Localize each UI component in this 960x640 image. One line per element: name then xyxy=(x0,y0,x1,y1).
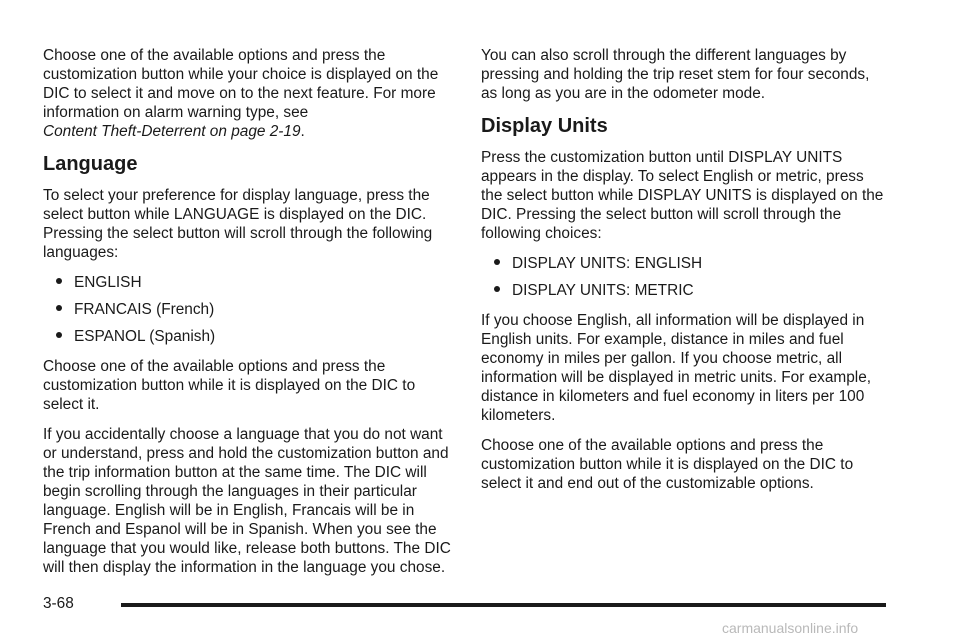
language-heading: Language xyxy=(43,153,138,175)
language-paragraph-2: Choose one of the available options and press the customization button while it is displayed on the DIC to select it. xyxy=(43,358,416,413)
list-item-label: DISPLAY UNITS: METRIC xyxy=(512,282,694,299)
scroll-languages-paragraph: You can also scroll through the different languages by pressing and holding the trip reset stem for four seconds, as long as you are in the odometer mode. xyxy=(481,47,870,102)
list-item xyxy=(481,254,889,273)
list-item xyxy=(43,300,451,319)
language-paragraph-1: To select your preference for display language, press the select button while LANGUAGE is displayed on the DIC. Pressing the select button will scroll through the following languages: xyxy=(43,187,433,261)
intro-period: . xyxy=(300,123,305,140)
bullet-icon xyxy=(494,286,500,292)
bullet-icon xyxy=(56,332,62,338)
list-item-label: DISPLAY UNITS: ENGLISH xyxy=(512,255,703,272)
intro-paragraph xyxy=(43,46,451,141)
right-column xyxy=(481,46,889,504)
left-column xyxy=(43,46,451,588)
bullet-icon xyxy=(56,305,62,311)
display-units-list xyxy=(481,254,889,300)
cross-reference-link[interactable]: Content Theft-Deterrent on page 2-19 xyxy=(43,123,301,140)
bullet-icon xyxy=(494,259,500,265)
bullet-icon xyxy=(56,278,62,284)
list-item-label: FRANCAIS (French) xyxy=(74,301,215,318)
list-item-label: ESPANOL (Spanish) xyxy=(74,328,216,345)
list-item xyxy=(43,273,451,292)
language-list xyxy=(43,273,451,346)
intro-text: Choose one of the available options and press the customization button while your choice is displayed on the DIC to select it and move on to the next feature. For more information on alarm warning type, see xyxy=(43,47,439,121)
language-paragraph-3: If you accidentally choose a language that you do not want or understand, press and hold the customization button and the trip information button at the same time. The DIC will begin scrolling through the languages in their particular language. English will be in English, Francais will be in French and Espanol will be in Spanish. When you see the language that you would like, release both buttons. The DIC will then display the information in the language you chose. xyxy=(43,426,451,576)
display-units-paragraph-1: Press the customization button until DISPLAY UNITS appears in the display. To select English or metric, press the select button while DISPLAY UNITS is displayed on the DIC. Pressing the select button will scroll through the following choices: xyxy=(481,149,884,242)
list-item xyxy=(43,327,451,346)
watermark: carmanualsonline.info xyxy=(722,620,859,636)
list-item-label: ENGLISH xyxy=(74,274,142,291)
list-item xyxy=(481,281,889,300)
display-units-heading: Display Units xyxy=(481,115,608,137)
display-units-paragraph-3: Choose one of the available options and press the customization button while it is displayed on the DIC to select it and end out of the customizable options. xyxy=(481,437,854,492)
display-units-paragraph-2: If you choose English, all information will be displayed in English units. For example, distance in miles and fuel economy in miles per gallon. If you choose metric, all information will be displayed in metric units. For example, distance in kilometers and fuel economy in liters per 100 kilometers. xyxy=(481,312,872,424)
page-number: 3-68 xyxy=(43,595,74,612)
footer-divider xyxy=(121,603,886,607)
